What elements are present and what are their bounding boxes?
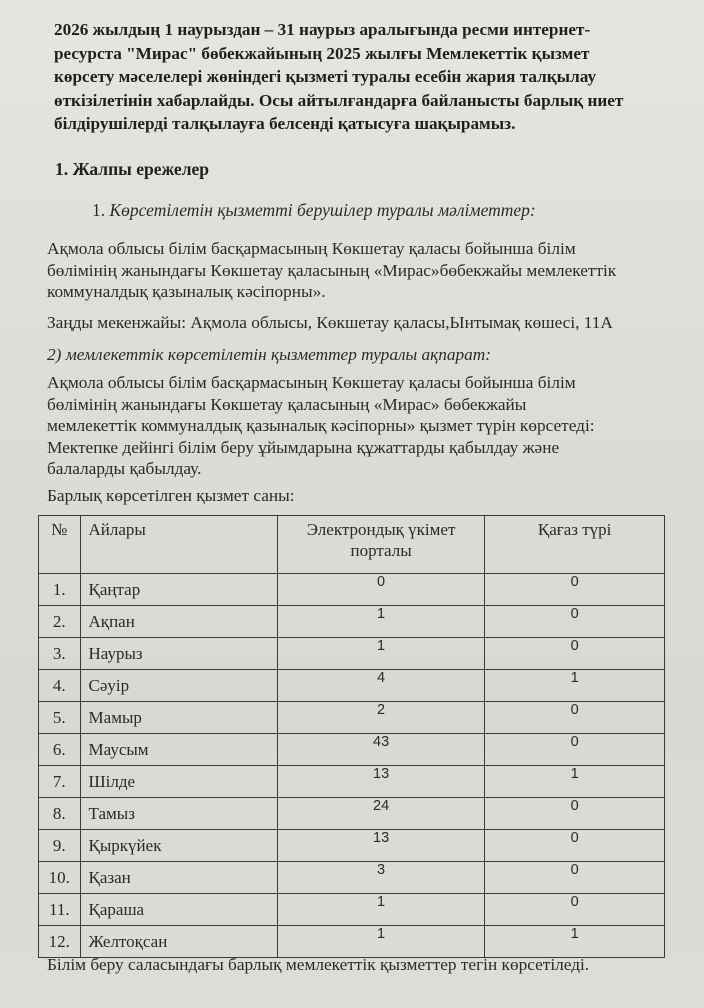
row-paper-count: 1: [485, 926, 665, 958]
row-month: Сәуір: [80, 670, 277, 702]
table-body: [39, 574, 665, 958]
services-table: [38, 515, 665, 958]
row-paper-count: 0: [485, 734, 665, 766]
row-number: 9.: [39, 830, 81, 862]
row-month: Мамыр: [80, 702, 277, 734]
row-paper-count: 0: [485, 830, 665, 862]
table-row: [39, 574, 665, 606]
table-row: [39, 926, 665, 958]
row-number: 3.: [39, 638, 81, 670]
intro-line: көрсету мәселелері жөніндегі қызметі туралы есебін жария талқылау: [54, 67, 597, 86]
intro-announcement: [54, 18, 654, 136]
subheading-services: 2) мемлекеттік көрсетілетін қызметтер туралы ақпарат:: [47, 345, 492, 364]
provider-line: бөлімінің жанындағы Көкшетау қаласының «Мирас»бөбекжайы мемлекеттік: [47, 260, 617, 280]
service-count-label: Барлық көрсетілген қызмет саны:: [47, 486, 295, 505]
row-month: Қыркүйек: [80, 830, 277, 862]
row-paper-count: 0: [485, 702, 665, 734]
row-egov-count: 4: [277, 670, 484, 702]
row-number: 7.: [39, 766, 81, 798]
row-month: Шілде: [80, 766, 277, 798]
row-number: 11.: [39, 894, 81, 926]
footer-note: Білім беру саласындағы барлық мемлекеттік қызметтер тегін көрсетіледі.: [47, 955, 590, 974]
row-month: Маусым: [80, 734, 277, 766]
row-number: 2.: [39, 606, 81, 638]
provider-line: коммуналдық қазыналық кәсіпорны».: [47, 282, 326, 301]
row-number: 12.: [39, 926, 81, 958]
header-egov: Электрондық үкімет порталы: [277, 516, 484, 574]
header-month: Айлары: [80, 516, 277, 574]
row-egov-count: 24: [277, 798, 484, 830]
subheading-number: 1.: [92, 200, 106, 220]
row-paper-count: 0: [485, 638, 665, 670]
row-month: Наурыз: [80, 638, 277, 670]
table-row: [39, 702, 665, 734]
row-number: 10.: [39, 862, 81, 894]
intro-line: білдірушілерді талқылауға белсенді қатысуға шақырамыз.: [54, 114, 516, 133]
row-egov-count: 13: [277, 766, 484, 798]
row-month: Қазан: [80, 862, 277, 894]
row-paper-count: 1: [485, 766, 665, 798]
subheading-text: Көрсетілетін қызметті берушілер туралы мәліметтер:: [109, 200, 536, 220]
row-month: Тамыз: [80, 798, 277, 830]
row-egov-count: 13: [277, 830, 484, 862]
provider-paragraph: [47, 238, 616, 303]
row-paper-count: 0: [485, 574, 665, 606]
services-line: бөлімінің жанындағы Көкшетау қаласының «Мирас» бөбекжайы: [47, 394, 527, 414]
row-paper-count: 0: [485, 862, 665, 894]
legal-address: Заңды мекенжайы: Ақмола облысы, Көкшетау қаласы,Ынтымақ көшесі, 11А: [47, 313, 613, 332]
table-row: [39, 894, 665, 926]
row-egov-count: 3: [277, 862, 484, 894]
section-heading: 1. Жалпы ережелер: [55, 159, 210, 179]
row-egov-count: 0: [277, 574, 484, 606]
header-number: №: [39, 516, 81, 574]
header-paper: Қағаз түрі: [485, 516, 665, 574]
services-line: мемлекеттік коммуналдық қазыналық кәсіпорны» қызмет түрін көрсетеді:: [47, 416, 595, 435]
row-month: Қараша: [80, 894, 277, 926]
row-egov-count: 1: [277, 926, 484, 958]
row-paper-count: 0: [485, 894, 665, 926]
row-egov-count: 1: [277, 894, 484, 926]
services-line: Мектепке дейінгі білім беру ұйымдарына құжаттарды қабылдау және: [47, 437, 560, 457]
subheading-providers: [92, 200, 536, 221]
table-row: [39, 734, 665, 766]
row-paper-count: 1: [485, 670, 665, 702]
row-number: 4.: [39, 670, 81, 702]
row-number: 1.: [39, 574, 81, 606]
row-month: Желтоқсан: [80, 926, 277, 958]
table-row: [39, 638, 665, 670]
row-number: 5.: [39, 702, 81, 734]
table-row: [39, 862, 665, 894]
intro-line: ресурста "Мирас" бөбекжайының 2025 жылғы Мемлекеттік қызмет: [54, 43, 590, 63]
table-header-row: [39, 516, 665, 574]
row-paper-count: 0: [485, 606, 665, 638]
row-month: Қаңтар: [80, 574, 277, 606]
row-month: Ақпан: [80, 606, 277, 638]
services-line: балаларды қабылдау.: [47, 459, 202, 478]
row-egov-count: 43: [277, 734, 484, 766]
table-row: [39, 798, 665, 830]
row-egov-count: 1: [277, 606, 484, 638]
row-number: 6.: [39, 734, 81, 766]
row-number: 8.: [39, 798, 81, 830]
row-paper-count: 0: [485, 798, 665, 830]
table-row: [39, 606, 665, 638]
provider-line: Ақмола облысы білім басқармасының Көкшетау қаласы бойынша білім: [47, 239, 576, 258]
row-egov-count: 1: [277, 638, 484, 670]
intro-line: 2026 жылдың 1 наурыздан – 31 наурыз аралығында ресми интернет-: [54, 20, 591, 39]
services-paragraph: [47, 372, 595, 480]
services-line: Ақмола облысы білім басқармасының Көкшетау қаласы бойынша білім: [47, 373, 576, 392]
table-row: [39, 670, 665, 702]
row-egov-count: 2: [277, 702, 484, 734]
table-row: [39, 766, 665, 798]
intro-line: өткізілетінін хабарлайды. Осы айтылғандарға байланысты барлық ниет: [54, 90, 624, 110]
table-row: [39, 830, 665, 862]
